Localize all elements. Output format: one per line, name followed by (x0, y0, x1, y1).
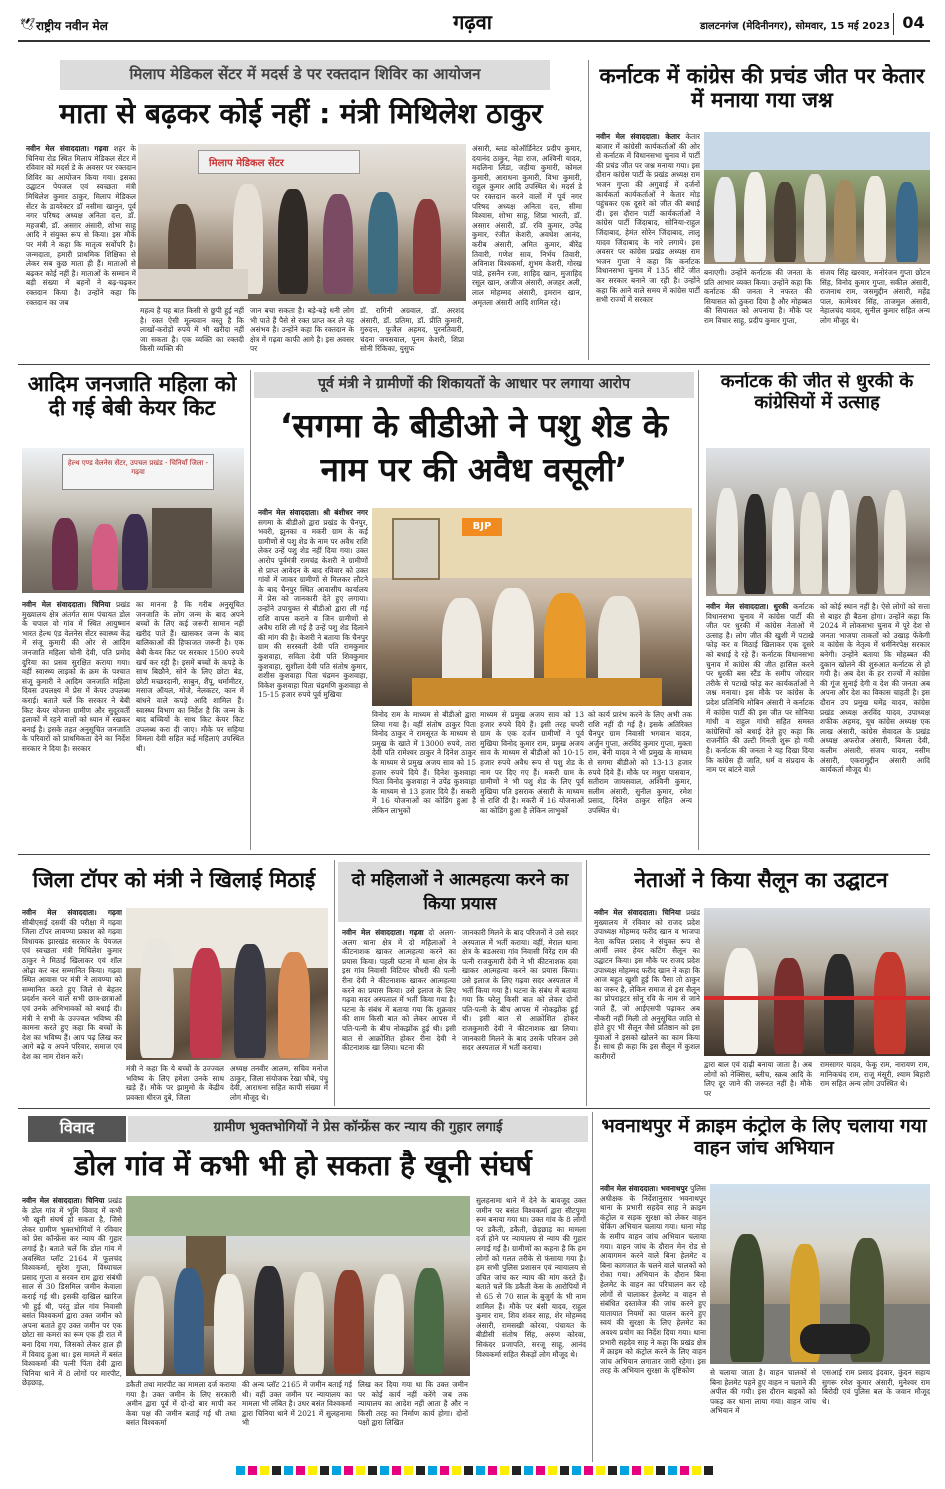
bjp-logo: BJP (462, 518, 502, 536)
person-figure (774, 958, 804, 1054)
registration-mark (356, 1466, 365, 1475)
registration-mark (596, 1466, 605, 1475)
byline: नवीन मेल संवाददाता। धुरकी (706, 602, 789, 611)
story-col-1 (26, 144, 136, 354)
byline: नवीन मेल संवाददाता। चिनिया (22, 600, 111, 609)
col-1-text: प्रखंड के डोल गांव में भूमि विवाद में कभी भी खूनी संघर्ष हो सकता है, जिसे लेकर ग्रामीण भुक्तभोगियों ने रविवार को प्रेस कॉन्फ्रेंस कर न्याय की गुहार लगाई है। बताते चलें कि डोल गांव में अवस्थित प्लॉट 2164 में फूलचंद विश्वकर्मा, सुरेश गुप्ता, विंध्याचल प्रसाद गुप्ता व सरवन राम द्वारा संबंधी साल से 30 डिसमिल जमीन केवाला कराई गई थी। इसकी दाखिल खारिज भी हुई थी, परंतु डोल गांव निवासी बसंत विश्वकर्मा द्वारा उक्त जमीन को अपना बताते हुए उक्त जमीन पर एक छोटा सा कमरा का रूम एक ही रात में बना दिया गया, जिसको लेकर हाल ही में विवाद हुआ था। इस मामले में बसंत विश्वकर्मा की पत्नी पिंता देवी द्वारा चिनिया थाने में 8 लोगों पर मारपीट, छेड़छाड़, (22, 1196, 122, 1388)
byline: नवीन मेल संवाददाता। गढ़वा (22, 908, 122, 917)
headline: नेताओं ने किया सैलून का उद्घाटन (634, 868, 888, 892)
registration-mark (416, 1466, 425, 1475)
blood-donation-photo (138, 144, 466, 301)
person-figure (724, 948, 758, 1054)
column-divider (592, 1112, 593, 1462)
col-1-text: दो अलग-अलग थाना क्षेत्र में दो महिलाओं ने कीटनाशक खाकर आत्महत्या करने का प्रयास किया। पहली घटना में थाना क्षेत्र के इस गांव निवासी विटियर चौधरी की पत्नी रीना देवी ने कीटनाशक खाकर आत्महत्या करने का प्रयास किया। उसे इलाज के लिए गढ़वा सदर अस्पताल में भर्ती किया गया है। घटना के संबंध में बताया गया कि शुक्रवार की शाम किसी बात को लेकर आपस में पति-पत्नी के बीच नोकझोंक हुई थी। इसी बात से आक्रोशित होकर रीना देवी ने कीटनाशक खा लिया। घटना की (342, 928, 456, 1053)
table (412, 678, 662, 706)
story-col-1 (706, 602, 814, 848)
person-figure (896, 182, 918, 262)
person-figure (278, 189, 308, 294)
registration-mark (380, 1466, 389, 1475)
story-col-1 (342, 928, 456, 1104)
kicker-banner (60, 60, 550, 90)
story-col-2: से चलाया जाता है। वाहन चालकों से बिना हेलमेट पहने हुए वाहन न चलाने की अपील की गयी। इस दौरान बाइकों को पकड़ कर थाना लाया गया। वाहन जांच अभियान में (710, 1368, 816, 1416)
registration-mark (644, 1466, 653, 1475)
story-dhurki-congress (702, 368, 932, 850)
person-figure (800, 492, 822, 594)
story-col-1 (22, 1196, 122, 1458)
bed (138, 269, 248, 299)
door (152, 508, 212, 588)
person-figure (323, 194, 353, 294)
registration-mark (284, 1466, 293, 1475)
person-figure (278, 952, 310, 1058)
story-col-3: संजय सिंह खरवार, मनोरंजन गुप्ता छोटन सिंह, विनोद कुमार गुप्ता, सकील अंसारी, राजनाथ राम, जसमुद्दीन अंसारी, महेंद्र पाल, कामेश्वर सिंह, ताजमुल अंसारी, नेहालचंद यादव, सुनील कुमार सहित अन्य लोग मौजूद थे। (820, 268, 930, 325)
registration-mark (680, 1466, 689, 1475)
byline: नवीन मेल संवाददाता। केतार (596, 132, 681, 141)
col-1-text: पुलिस अधीक्षक के निर्देशानुसार भवनाथपुर थाना के प्रभारी सहदेव साह ने क्राइम कंट्रोल व सड़क सुरक्षा को लेकर वाहन चेकिंग अभियान चलाया गया। थाना मोड़ के समीप वाहन जांच अभियान चलाया गया। वाहन जांच के दौरान मेन रोड से आवागमन करने वाले बिना हेलमेट व बिना कागजात के चलने वाले चालकों को रोका गया। अभियान के दौरान बिना हेलमेट के वाहन का परिचालन कर रहे लोगों से चालाकर हेलमेट व वाहन से संबंधित दस्तावेज की जांच करने हुए यातायात नियमों का पालन करने हुए स्वयं की सुरक्षा के लिए हेलमेट का अवश्य प्रयोग का निर्देश दिया गया। थाना प्रभारी सहदेव साह ने कहा कि प्रखंड क्षेत्र में क्राइम को कंट्रोल करने के लिए वाहन जांच अभियान लगातार जारी रहेगा। इस तरह के अभियान सुरक्षा के दृष्टिकोण (600, 1184, 706, 1376)
story-col-3: एसआई राम प्रसाद इंदवार, कुंदन सहाय सुगरू रमेश कुमार अंसारी, मुनेश्वर राम बिरोदी एवं पुलिस बल के जवान मौजूद थे। (822, 1368, 930, 1406)
registration-mark (428, 1466, 437, 1475)
story-col-2: महत्व है यह बात किसी से छुपी हुई नहीं है। रक्त ऐसी मूल्यवान वस्तु है कि लाखों-करोड़ों रुपये में भी खरीदा नहीं जा सकता है। एक व्यक्ति का रक्तदी किसी व्यक्ति की (140, 306, 244, 354)
column-divider (334, 860, 335, 1106)
person-figure (804, 174, 826, 262)
registration-mark (272, 1466, 281, 1475)
byline: नवीन मेल संवाददाता। भवनाथपुर (600, 1184, 688, 1193)
registration-mark (572, 1466, 581, 1475)
story-dol-village (18, 1112, 588, 1462)
registration-mark (632, 1466, 641, 1475)
headline: जिला टॉपर को मंत्री ने खिलाई मिठाई (32, 868, 316, 892)
column-divider (588, 60, 589, 360)
registration-mark (296, 1466, 305, 1475)
story-col-5: सुलहनामा थाने में देने के बावजूद उक्त जमीन पर बसंत विश्वकर्मा द्वारा सीटपुमा रूम बनाया गया था। उक्त गांव के 8 लोगों पर डकैती, डकैती, छेड़छाड़ का मामला दर्ज होने पर न्यायालय से न्याय की गुहार लगाई गई है। ग्रामीणों का कहना है कि हम लोगों को गलत तरीके से फंसाया गया है। हम सभी पुलिस प्रशासन एवं न्यायालय से उचित जांच कर न्याय की मांग करते हैं। बताते चलें कि डकैती केस के आरोपियों में से 65 से 70 साल के बुजुर्ग के भी नाम शामिल हैं। मौके पर बंसी यादव, राहुल कुमार राम, शिव शंकर साह, शेर मोहम्मद अंसारी, रामसखी कोरवा, पंचायत के बीडीसी संतोष सिंह, अरुण कोरवा, सिकंदर प्रजापति, सरजू साहू, आनंद विश्वकर्मा सहित सैकड़ों लोग मौजूद थे। (476, 1196, 586, 1359)
portrait-frame (392, 518, 440, 580)
story-col-1 (594, 908, 700, 1104)
story-baby-care-kit (18, 368, 246, 850)
person-figure (122, 514, 148, 590)
kicker-banner (254, 372, 694, 398)
story-ketar-celebration (592, 60, 932, 360)
person-figure (368, 192, 398, 294)
person-figure (52, 518, 78, 590)
celebration-photo (704, 132, 930, 264)
person-figure (190, 948, 222, 1058)
center-sign (62, 454, 214, 490)
person-figure (834, 180, 856, 262)
story-col-1 (22, 600, 130, 848)
color-registration-bar (18, 1466, 930, 1478)
kicker-text: पूर्व मंत्री ने ग्रामीणों की शिकायतों के आधार पर लगाया आरोप (318, 376, 630, 392)
story-district-topper (18, 858, 330, 1106)
registration-mark (704, 1466, 713, 1475)
villagers-photo (126, 1196, 470, 1376)
person-figure (174, 1268, 204, 1374)
health-center-photo (22, 448, 244, 593)
story-sagma-bdo (254, 368, 694, 850)
story-col-4: डॉ. रागिनी अग्रवाल, डॉ. अरशद अंसारी, डॉ. प्रतिमा, डॉ. प्रीति कुमारी, गुरुदत्त, फुजैल अहमद, पुरनतिवारी, चंदना जयसवाल, पूनम केशरी, शिप्रा सोनी रिंकिका, युसुफ (360, 306, 464, 354)
registration-mark (512, 1466, 521, 1475)
person-figure (716, 488, 738, 594)
center-sign-text: हेल्थ एण्ड वेलनेस सेंटर, उपचल प्रखंड - चिनियाँ जिला - गढ़वा (67, 459, 209, 476)
foliage (126, 1196, 470, 1236)
page-header (0, 0, 945, 48)
registration-mark (656, 1466, 665, 1475)
story-col-3: अध्यक्ष तनवीर आलम, सचिव मनोज ठाकुर, जिला संयोजक रेखा चौबे, पंचु देवी, आराधना सहित कापी संख्या में लोग मौजूद थे। (230, 1064, 328, 1102)
page-number: 04 (893, 13, 933, 35)
logo-text: राष्ट्रीय नवीन मेल (36, 19, 108, 33)
story-col-2: डकैती तथा मारपीट का मामला दर्ज कराया गया है। उक्त जमीन के लिए सरकारी अमीन द्वारा पूर्व में दो-दो बार मापी कर केवा पक्ष की जमीन बताई गई थी तथा बसंत विश्वकर्मा (126, 1380, 236, 1428)
registration-mark (692, 1466, 701, 1475)
tag-text: विवाद (59, 1118, 95, 1137)
person-figure (134, 1276, 164, 1374)
person-figure (828, 490, 850, 594)
col-1-text: सगमा के बीडीओ द्वारा प्रखंड के चैनपुर, भवरी, झुनका व मकरी ग्राम के कई ग्रामीणों से पशु शेड के नाम पर अवैध राशि लेकर उन्हें पशु शेड नहीं दिया गया। उक्त आरोप पूर्वमंत्री रामचंद्र केशरी ने ग्रामीणों से प्राप्त आवेदन के बाद रविवार को उक्त गांवों में जाकर ग्रामीणों से मिलकर लौटने के बाद चैनपुर स्थित आवासीय कार्यालय में प्रेस को जानकारी देते हुए लगाया। उन्होंने उपायुक्त से बीडीओ द्वारा ली गई राशि वापस कराने व जिन ग्रामीणों से अवैध राशि ली गई है उन्हें पशु शेड दिलाने की मांग की है। केशरी ने बताया कि चैनपुर ग्राम की सरस्वती देवी पति रामकुमार कुशवाहा, सविता देवी पति शिवकुमार कुशवाहा, सुशीला देवी पति संतोष कुमार, शशीस कुशवाहा पिता चंद्रमन कुशवाहा, विकेश कुशवाहा पिता चंद्रमणि कुशवाहा से 15-15 हजार रुपये पूर्व मुखिया (258, 517, 368, 700)
story-col-1 (258, 508, 368, 848)
story-col-1 (596, 132, 700, 357)
registration-mark (464, 1466, 473, 1475)
column-divider (698, 370, 699, 850)
registration-mark (584, 1466, 593, 1475)
registration-marks (18, 1466, 930, 1475)
story-col-2: बनाएगी। उन्होंने कर्नाटक की जनता के प्रति आभार व्यक्त किया। उन्होंने कहा कि कर्नाटक की जनता ने नफरत की सियासत को ठुकरा दिया है और मोहब्बत की सियासत को अपनाया है। मौके पर राम विचार साहू, प्रदीप कुमार गुप्ता, (704, 268, 812, 325)
story-col-3: रामसागर यादव, फेकू राम, नारायण राम, मानिकचंद राम, राजू मंसूरी, श्याम बिहारी राम सहित अन्य लोग उपस्थित थे। (820, 1060, 930, 1089)
story-col-3: की अन्य प्लॉट 2165 में जमीन बताई गई थी। वहीं उक्त जमीन पर न्यायालय का मामला भी लंबित है। उधर बसंत विश्वकर्मा द्वारा चिनिया थाने में 2021 में सुलहनामा भी (242, 1380, 352, 1428)
headline: आदिम जनजाति महिला को दी गई बेबी केयर किट (27, 372, 237, 421)
byline: नवीन मेल संवाददाता। चिनिया (22, 1196, 105, 1205)
byline: नवीन मेल संवाददाता। गढ़वा (26, 144, 109, 153)
registration-mark (248, 1466, 257, 1475)
salon-photo (704, 908, 930, 1056)
minister-topper-photo (126, 908, 328, 1060)
registration-mark (668, 1466, 677, 1475)
story-col-2: को कोई स्थान नहीं है। ऐसे लोगों को सत्ता से बाहर ही बैठना होगा। उन्होंने कहा कि 2024 में लोकसभा चुनाव में पूरे देश से जनता भाजपा ताकतों को उखाड़ फेंकेगी व कांग्रेस के नेतृत्व में धर्मनिरपेक्ष सरकार बनेगी। उन्होंने बताया कि मोहब्बत की दुकान खोलने की शुरुआत कर्नाटक से हो गयी है। अब देश के हर राज्यों में कांग्रेस की गूंज सुनाई देगी व देश की जनता अब अपना और देश का विकास चाहती है। इस दौरान उप प्रमुख घमेंद्र यादव, कांग्रेस प्रखंड अध्यक्ष अरविंद यादव, उपाध्यक्ष शफीक अहमद, यूथ कांग्रेस अध्यक्ष एक लाख अंसारी, कांग्रेस सेवादल के प्रखंड अध्यक्ष अफरोज अंसारी, बिमला देवी, कलीम अंसारी, संजय यादव, नसीम अंसारी, एकरामुद्दीन अंसारी आदि कार्यकर्ता मौजूद थे। (820, 602, 930, 775)
headline: भवनाथपुर में क्राइम कंट्रोल के लिए चलाया गया वाहन जांच अभियान (601, 1116, 927, 1159)
headline: कर्नाटक की जीत से धुरकी के कांग्रेसियों में उत्साह (720, 372, 914, 413)
person-figure (294, 1272, 324, 1374)
section-rule (18, 364, 930, 365)
section-title: गढ़वा (453, 10, 492, 34)
kicker-text: ग्रामीण भुक्तभोगियों ने प्रेस कॉन्फ्रेंस कर न्याय की गुहार लगाई (213, 1120, 503, 1135)
registration-mark (404, 1466, 413, 1475)
section-rule (18, 854, 930, 855)
person-figure (774, 182, 796, 262)
registration-mark (524, 1466, 533, 1475)
vehicle-check-photo (710, 1184, 930, 1364)
person-figure (92, 524, 118, 590)
registration-mark (344, 1466, 353, 1475)
registration-mark (620, 1466, 629, 1475)
headline: दो महिलाओं ने आत्महत्या करने का किया प्रयास (351, 870, 569, 914)
person-figure (864, 176, 886, 262)
police-figure (730, 1234, 764, 1362)
col-1-text: प्रखंड मुख्यालय में रविवार को राजद प्रदेश उपाध्यक्ष मोहम्मद फरीद खान व भाजपा नेता कपिल प्रसाद ने संयुक्त रूप से आर्मी लवर हेयर कटिंग सैलून का उद्घाटन किया। इस मौके पर राजद प्रदेश उपाध्यक्ष मोहम्मद फरीद खान ने कहा कि आज बहुत खुशी हुई कि पैसा तो ठाकुर का जरूर है, लेकिन समाज से इस सैलून का प्रोपराइटर सोनू रवि के नाम से जाने जाते हैं, जो आईएसपी पढ़ाकर अब नौकरी नहीं मिली तो अनुसूचित जाति से होते हुए भी सैलून जैसे प्रतिष्ठान को इस युवाओं ने इसको खोलने का काम किया है। साथ ही कहा कि इस सैलून में कुशल कारीगरों (594, 908, 700, 1061)
person-figure (744, 494, 766, 594)
photo-banner (198, 150, 360, 174)
column-divider (586, 860, 587, 1106)
registration-mark (500, 1466, 509, 1475)
person-figure (374, 1274, 404, 1374)
person-figure (414, 1268, 444, 1374)
story-col-2: जानकारी मिलने के बाद परिजनों ने उसे सदर अस्पताल में भर्ती कराया। वहीं, मेराल थाना क्षेत्र के बडअरवा गांव निवासी विरेंद्र राम की पत्नी राजकुमारी देवी ने भी कीटनाशक दवा खाकर आत्महत्या करने का प्रयास किया। उसे इलाज के लिए गढ़वा सदर अस्पताल में भर्ती किया गया है। घटना के संबंध में बताया गया कि घरेलू किसी बात को लेकर दोनों पति-पत्नी के बीच आपस में नोकझोंक हुई थी। इसी बात से आक्रोशित होकर राजकुमारी देवी ने कीटनाशक खा लिया। जानकारी मिलने के बाद उसके परिजन उसे सदर अस्पताल में भर्ती कराया। (462, 928, 578, 1053)
registration-mark (488, 1466, 497, 1475)
registration-mark (476, 1466, 485, 1475)
registration-mark (392, 1466, 401, 1475)
story-col-1 (600, 1184, 706, 1458)
photo-banner-text: मिलाप मेडिकल सेंटर (209, 158, 284, 169)
story-col-2: द्वारा बाल एवं दाढ़ी बनाया जाता है। अब लोगों को नेक्सिस, ब्लीच, स्क्रब आदि के लिए दूर जाने की जरूरत नहीं है। मौके पर (704, 1060, 812, 1098)
story-col-3: जान बचा सकता है। बड़े-बड़े धनी लोग भी पाते हैं पैसे से रक्त प्राप्त कर ले यह असंभव है। उन्होंने कहा कि रक्तदान के क्षेत्र में गढ़वा काफी आगे है। इस अवसर पर (250, 306, 354, 354)
col-1-text: शहर के चिनिया रोड स्थित मिलाप मेडिकल सेंटर में रविवार को मदर्स डे के अवसर पर रक्तदान शिविर का आयोजन किया गया। इसका उद्घाटन पेयजल एवं स्वच्छता मंत्री मिथिलेश कुमार ठाकुर, मिलाप मेडिकल सेंटर के डायरेक्टर डॉ नसीमा खानुन, पूर्व नगर परिषद अध्यक्ष अनिता दत्त, डॉ. महजबी, डॉ. असग़र अंसारी, शोभा साहू आदि ने संयुक्त रूप से किया। इस मौके पर मंत्री ने कहा कि मातृत्व सर्वोपरि है। जन्मदाता, हमारी प्राथमिक शिक्षिका से लेकर सब कुछ माता ही हैं। माताओं से बढ़कर कोई नहीं है। माताओं के सम्मान में बड़ी संख्या में बहनों ने बढ़-चढ़कर रक्तदान किया है। उन्होंने कहा कि रक्तदान का जब (26, 144, 136, 307)
person-figure (744, 172, 766, 262)
story-suicide-attempt (338, 858, 582, 1106)
col-1-text: केतार बाजार में कांग्रेसी कार्यकर्ताओं की ओर से कर्नाटक में विधानसभा चुनाव में पार्टी की प्रचंड जीत पर जश्न मनाया गया। इस दौरान कांग्रेस पार्टी के प्रखंड अध्यक्ष राम भजन गुप्ता की अगुवाई में दर्जनों कार्यकर्ता कार्यकर्ताओं ने केतार मोड़ पहुंचकर एक दूसरे को जीत की बधाई दी। इस दौरान पार्टी कार्यकर्ताओं ने कांग्रेस पार्टी जिंदाबाद, सोनिया-राहुल जिंदाबाद, हेमंत सोरेन जिंदाबाद, लालू यादव जिंदाबाद के नारे लगाये। इस अवसर पर कांग्रेस प्रखंड अध्यक्ष राम भजन गुप्ता ने कहा कि कर्नाटक विधानसभा चुनाव में 135 सीटें जीत कर सरकार बनाने जा रही है। उन्होंने कहा कि आने वाले समय में कांग्रेस पार्टी सभी राज्यों में सरकार (596, 132, 700, 305)
registration-mark (608, 1466, 617, 1475)
registration-mark (536, 1466, 545, 1475)
dateline: डालटनगंज (मेदिनीनगर), सोमवार, 15 मई 2023 (699, 21, 890, 32)
col-1-text: सीबीएसई दसवीं की परीक्षा में गढ़वा जिला टॉपर लावण्या प्रकाश को गढ़वा विधायक झारखंड सरकार के पेयजल एवं स्वच्छता मंत्री मिथिलेश कुमार ठाकुर ने मिठाई खिलाकर एवं शॉल ओढ़ा कर कर सम्मानित किया। गढ़वा स्थित आवास पर मंत्री ने लावण्या को सम्मानित करते हुए जिले से बेहतर प्रदर्शन करने वाले सभी छात्र-छात्राओं एवं उनके अभिभावकों को बधाई दी। मंत्री ने सभी के उज्ज्वल भविष्य की कामना करते हुए कहा कि बच्चों के देश का भविष्य हैं। आप पढ़ लिख कर आगे बढ़े व अपने परिवार, समाज एवं देश का नाम रोशन करें। (22, 917, 122, 1061)
header-rule (18, 40, 930, 42)
col-1-text: कर्नाटक विधानसभा चुनाव में कांग्रेस पार्टी की जीत पर धुरकी में कांग्रेस नेताओं में उत्साह है। लोग जीत की खुशी में पटाखे फोड़ कर व मिठाई खिलाकर एक दूसरे को बधाई दे रहे हैं। कर्नाटक विधानसभा चुनाव में कांग्रेस की जीत हासिल करने पर धुरकी बस स्टैंड के समीप जोरदार तरीके से पटाखे फोड़ कर कार्यकर्ताओं ने जश्न मनाया। इस मौके पर कांग्रेस के प्रदेश प्रतिनिधि मोबिन अंसारी ने कर्नाटक में कांग्रेस पार्टी की इस जीत पर सोनिया गांधी व राहुल गांधी सहित समस्त कांग्रेसियों को बधाई देते हुए कहा कि राजनीति की उल्टी गिनती शुरू हो गयी है। कर्नाटक की जनता ने यह दिखा दिया कि कांग्रेस ही जाति, धर्म व संप्रदाय के नाम पर बांटने वाले (706, 602, 814, 775)
headline: माता से बढ़कर कोई नहीं : मंत्री मिथिलेश ठाकुर (59, 98, 543, 130)
press-conference-photo (372, 508, 692, 706)
person-figure (772, 488, 794, 594)
story-col-2: विनोद राम के माध्यम से बीडीओ द्वारा लिया गया है। वहीं संतोष ठाकुर पिता विनोद ठाकुर ने रामसूरत के माध्यम से प्रमुख के खाते में 13000 रुपये, तारा देवी पति रामेश्वर ठाकुर ने दिनेश ठाकुर के माध्यम से प्रमुख अजय साव को 15 हजार रुपये दिये हैं। दिनेश कुशवाहा पिता विनोद कुशवाहा ने उपेंद्र कुशवाहा के माध्यम से 13 हजार दिये हैं। सकरी में 16 योजनाओं का कोडिंग हुआ है लेकिन लाभुकों (372, 710, 476, 815)
byline: नवीन मेल संवाददाता। गढ़वा (342, 928, 424, 937)
registration-mark (440, 1466, 449, 1475)
bird-icon: 🕊 (20, 17, 36, 31)
registration-mark (548, 1466, 557, 1475)
dhurki-group-photo (706, 448, 930, 596)
ribbon (704, 996, 930, 1000)
story-vehicle-check (596, 1112, 932, 1462)
headline: ‘सगमा के बीडीओ ने पशु शेड के नाम पर की अवैध वसूली’ (279, 406, 669, 489)
story-col-1 (22, 908, 122, 1104)
story-col-4: को कार्य प्रारंभ करने के लिए अभी तक राशि नहीं दी गई है। इसके अतिरिक्त चैनपुर ग्राम निवासी भगवान यादव, अर्जुन गुप्ता, अरविंद कुमार गुप्ता, मुक्ता राम, बेनी यादव ने भी प्रमुख के माध्यम से सगमा बीडीओ को 13-13 हजार रुपये दिये हैं। मौके पर मधुरा पासवान, सतीराम जायसवाल, अश्विनी कुमार, सलीम अंसारी, सुनील कुमार, रमेश प्रसाद, दिनेश ठाकुर सहित अन्य उपस्थित थे। (588, 710, 692, 815)
sky (704, 132, 930, 170)
story-salon-inauguration (590, 858, 932, 1106)
registration-mark (560, 1466, 569, 1475)
person-figure (884, 490, 906, 594)
person-figure (254, 1266, 284, 1374)
person-figure (874, 952, 906, 1054)
registration-mark (332, 1466, 341, 1475)
person-figure (214, 1274, 244, 1374)
col-1-text: प्रखंड मुख्यालय क्षेत्र अंतर्गत साम पंचायत डोल के चपाल वो गांव में स्थित आयुष्मान भारत हेल्थ एंड वेलनेस सेंटर स्वास्थ्य केंद्र में संजू कुमारी की ओर से आदिम जनजाति महिला चोनी देवी, पति प्रमोद दुरिया का प्रसव सुरक्षित कराया गया। वहीं स्वास्थ्य लाइको के क्रम के पश्चात संजू कुमारी ने आदिम जनजाति महिला दिवस उपलक्ष्य में प्रेस में केयर उपलब्ध कराई। बताते चलें कि सरकार ने बेबी किट केयर योजना ग्रामीण और सुदूरवर्ती इलाकों में रहने वालों को ध्यान में रखकर बनाई है। इसके तहत अनुसूचित जनजाति के परिवारों को प्राथमिकता देने का निर्देश सरकार ने दिया है। सरकार (22, 600, 130, 753)
person-figure (234, 944, 266, 1058)
motorbike (800, 1324, 870, 1354)
section-rule (18, 1108, 930, 1109)
byline: नवीन मेल संवाददाता। चिनिया (594, 908, 681, 917)
column-divider (250, 370, 251, 850)
story-col-2: का मानना है कि गरीब अनुसूचित जनजाति के लोग जन्म के बाद अपने बच्चों के लिए कई जरूरी सामान नहीं खरीद पाते हैं। खासकर जन्म के बाद बालिकाओं की हिफाजत जरूरी है। एक बेबी केयर किट पर सरकार 1500 रुपये खर्च कर रही है। इसमें बच्चों के कपड़े के साथ बिछौने, सोने के लिए छोटा बेड, छोटी मच्छरदानी, साबुन, शैंपू, थर्मामीटर, मसाज ऑयल, मोजे, नेलकटर, कान में बांधने वाले कपड़े आदि शामिल हैं। स्वास्थ्य विभाग का निर्देश है कि जन्म के बाद बच्चियों के साथ किट केयर किट उपलब्ध करा दी जाए। मौके पर सहिया विमला देवी सहित कई महिलाएं उपस्थित थी। (136, 600, 244, 753)
kicker-text: मिलाप मेडिकल सेंटर में मदर्स डे पर रक्तदान शिविर का आयोजन (129, 65, 481, 83)
story-col-4: लिख कर दिया गया था कि उक्त जमीन पर कोई कार्य नहीं करेंगे जब तक न्यायालय का आदेश नहीं आता है और न किसी तरह का निर्माण कार्य होगा। दोनों पक्षों द्वारा लिखित (358, 1380, 468, 1428)
story-blood-donation (18, 60, 584, 360)
byline: नवीन मेल संवाददाता। श्री बंशीधर नगर (258, 508, 368, 517)
story-col-3: माध्यम से प्रमुख अजय साव को 13 हजार रुपये दिये हैं। इसी तरह चपरी ग्राम के एक दर्जन ग्रामीणों ने पूर्व मुखिया विनोद कुमार राम, प्रमुख अजय साव के माध्यम से बीडीओ को 10-15 हजार रुपये अवैध रूप से पशु शेड के नाम पर दिए गए हैं। मकरी ग्राम के ग्रामीणों ने भी पशु शेड के लिए पूर्व मुखिया पति इसराक अंसारी के माध्यम से राशि दी है। मकरी में 16 योजनाओं का कोडिंग हुआ है लेकिन लाभुकों (480, 710, 584, 815)
registration-mark (452, 1466, 461, 1475)
story-col-5: अंसारी, ब्लड कोऑर्डिनेटर प्रदीप कुमार, दयानंद ठाकुर, नेहा राज, अश्विनी यादव, मदलिना लिंडा, जहीया कुमारी, कोमल कुमारी, आराधना कुमारी, विभा कुमारी, राहुल कुमार आदि उपस्थित थे। मदर्स डे पर रक्तदान करने वालों में पूर्व नगर परिषद अध्यक्ष अनिता दत्त, सीमा विश्वास, शोभा साहू, शिप्रा भारती, डॉ. असग़र अंसारी, डॉ. रवि कुमार, उपेंद्र कुमार, रंजीत केशरी, अवधेश आनंद, करीब अंसारी, अमित कुमार, बीरेंद्र तिवारी, गणेश साव, निर्भय तिवारी, अविनाश विश्वकर्मा, शुभम केशरी, गोरख पांडे, हसनैन रजा, शाहिद खान, मुजाहिद रसूल खान, अजीज अंसारी, अजहर अली, लाल मोहम्मद अंसारी, इमरान खान, अमृतला अंसारी आदि शामिल रहे। (472, 144, 582, 307)
person-figure (856, 496, 878, 594)
headline: डोल गांव में कभी भी हो सकता है खूनी संघर्ष (74, 1150, 532, 1182)
person-figure (413, 199, 441, 294)
registration-mark (308, 1466, 317, 1475)
person-figure (334, 1270, 364, 1374)
registration-mark (320, 1466, 329, 1475)
registration-mark (368, 1466, 377, 1475)
headline: कर्नाटक में कांग्रेस की प्रचंड जीत पर केतार में मनाया गया जश्न (599, 64, 925, 113)
headline-banner (338, 862, 582, 922)
kicker-banner (128, 1116, 588, 1142)
registration-mark (236, 1466, 245, 1475)
story-col-2: मंत्री ने कहा कि ये बच्चों के उज्ज्वल भविष्य के लिए हमेशा उनके साथ खड़े हैं। मौके पर झामुमो के केंद्रीय प्रवक्ता धीरज दुबे, जिला (126, 1064, 224, 1102)
person-figure (824, 954, 854, 1054)
registration-mark (260, 1466, 269, 1475)
person-figure (714, 177, 736, 262)
tag-banner (28, 1116, 126, 1142)
person-figure (140, 938, 174, 1058)
header-logo (20, 14, 170, 36)
